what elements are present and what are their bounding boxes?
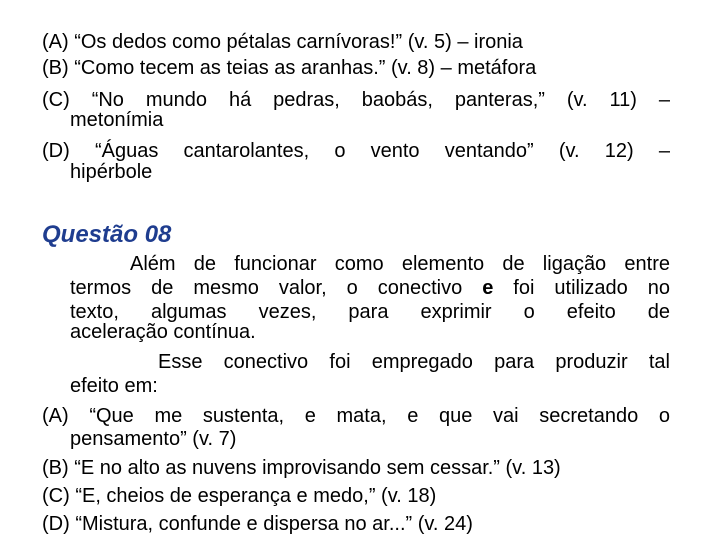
- question-stem-line2: [70, 276, 670, 300]
- question-title: Questão 08: [42, 221, 172, 248]
- option-b-top: (B) “Como tecem as teias as aranhas.” (v. 8) – metáfora: [42, 57, 537, 79]
- option-a-line2: pensamento” (v. 7): [70, 428, 237, 450]
- option-b: (B) “E no alto as nuvens improvisando sem cessar.” (v. 13): [42, 457, 561, 479]
- option-c-top-line1: (C) “No mundo há pedras, baobás, panteras,” (v. 11) –: [42, 89, 670, 111]
- stem-text: termos de mesmo valor, o conectivo: [70, 277, 483, 299]
- conjunction-e: e: [482, 277, 494, 299]
- option-a-line1: (A) “Que me sustenta, e mata, e que vai secretando o: [42, 405, 670, 427]
- question-stem-line6: efeito em:: [70, 375, 158, 397]
- question-stem-line3: texto, algumas vezes, para exprimir o efeito de: [70, 301, 670, 323]
- option-d-top-line1: (D) “Águas cantarolantes, o vento ventando” (v. 12) –: [42, 140, 670, 162]
- question-stem-line5: Esse conectivo foi empregado para produzir tal: [158, 351, 670, 373]
- option-d: (D) “Mistura, confunde e dispersa no ar...” (v. 24): [42, 513, 473, 535]
- question-stem-line4: aceleração contínua.: [70, 321, 256, 343]
- question-stem-line1: Além de funcionar como elemento de ligação entre: [130, 253, 670, 275]
- option-d-top-line2: hipérbole: [70, 161, 153, 183]
- option-a-top: (A) “Os dedos como pétalas carnívoras!” (v. 5) – ironia: [42, 31, 523, 53]
- stem-text: foi utilizado no: [493, 277, 670, 299]
- option-c-top-line2: metonímia: [70, 109, 164, 131]
- option-c: (C) “E, cheios de esperança e medo,” (v. 18): [42, 485, 437, 507]
